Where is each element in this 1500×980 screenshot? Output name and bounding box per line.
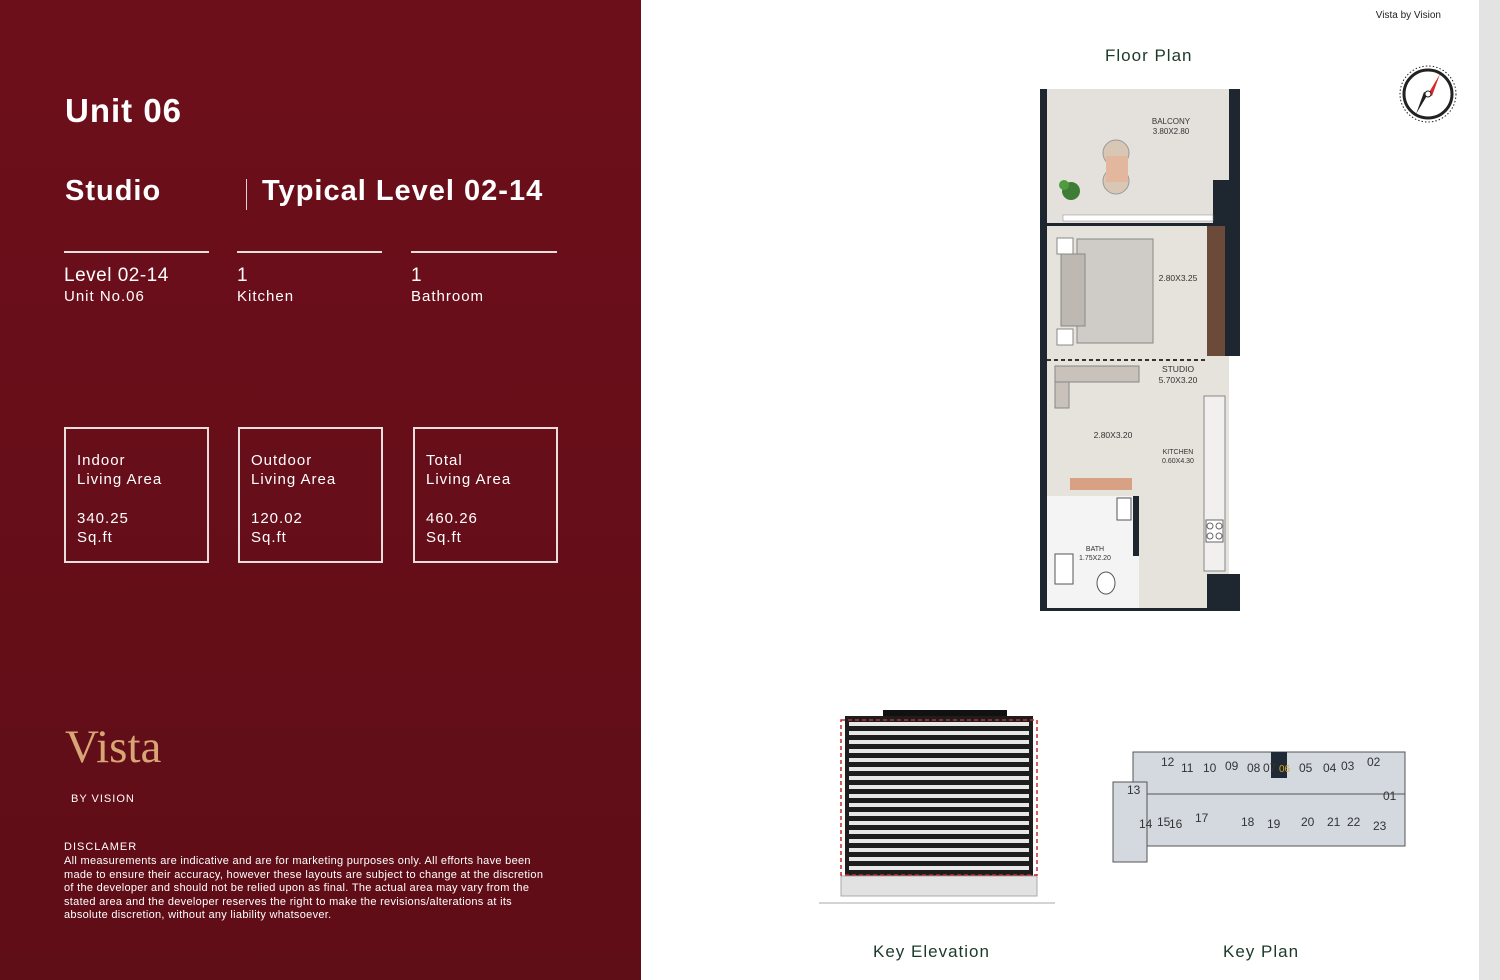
area-label: Living Area	[426, 471, 512, 488]
unit-number-10: 10	[1203, 761, 1217, 775]
unit-number-01: 01	[1383, 789, 1397, 803]
floor-band	[849, 767, 1029, 771]
compass-icon	[1396, 62, 1460, 126]
floor-band	[849, 830, 1029, 834]
unit-number-07: 07	[1263, 761, 1277, 775]
unit-number-13: 13	[1127, 783, 1141, 797]
unit-number-16: 16	[1169, 817, 1183, 831]
unit-number-09: 09	[1225, 759, 1239, 773]
bed	[1057, 238, 1153, 345]
unit-number-05: 05	[1299, 761, 1313, 775]
credit-text: Vista by Vision	[1375, 10, 1441, 21]
disclaimer-text: All measurements are indicative and are for marketing purposes only. All efforts have been made to ensure their accuracy, however these layouts are subject to change at the discretion of the developer and should not be relied upon as final. The actual area may vary from the stated area and the developer reserves the right to make the revisions/alterations at its absolute discretion, without any liability whatsoever.	[64, 855, 544, 922]
indoor-area-box	[64, 427, 209, 563]
area-unit: Sq.ft	[77, 529, 113, 546]
unit-number-18: 18	[1241, 815, 1255, 829]
floor-band	[849, 785, 1029, 789]
unit-number-14: 14	[1139, 817, 1153, 831]
brand-logo: Vista	[65, 721, 162, 773]
unit-number-17: 17	[1195, 811, 1209, 825]
unit-number-22: 22	[1347, 815, 1361, 829]
area-label: Living Area	[77, 471, 163, 488]
floor-band	[849, 794, 1029, 798]
unit-number-11: 11	[1181, 761, 1194, 775]
floor-band	[849, 866, 1029, 870]
stat-value: 1	[237, 265, 249, 286]
label-balcony: BALCONY	[1151, 117, 1191, 126]
floor-band	[849, 848, 1029, 852]
stat-bathroom	[411, 251, 557, 307]
key-plan-drawing	[1109, 748, 1409, 866]
disclaimer-heading: DISCLAMER	[64, 841, 138, 853]
unit-number-15: 15	[1157, 815, 1171, 829]
floor-band	[849, 803, 1029, 807]
unit-number-03: 03	[1341, 759, 1355, 773]
page-edge	[1479, 0, 1500, 980]
dining-table	[1103, 140, 1129, 194]
key-elevation-drawing	[819, 708, 1059, 908]
floor-band	[849, 857, 1029, 861]
unit-number-19: 19	[1267, 817, 1281, 831]
balcony-railing	[1063, 215, 1213, 221]
key-elevation-title: Key Elevation	[873, 942, 990, 961]
label-studio-dim: 5.70X3.20	[1158, 375, 1198, 385]
label-kitchen-dim: 0.60X4.30	[1162, 458, 1194, 465]
label-bath-dim: 1.75X2.20	[1079, 555, 1111, 562]
unit-number-02: 02	[1367, 755, 1381, 769]
floor-band	[849, 839, 1029, 843]
floor-plan-title: Floor Plan	[1105, 46, 1193, 65]
stat-level	[64, 251, 209, 307]
stat-label: Kitchen	[237, 288, 295, 305]
kitchen-counter	[1204, 396, 1225, 571]
unit-number-06: 06	[1279, 764, 1291, 775]
unit-number-04: 04	[1323, 761, 1337, 775]
unit-type: Studio	[65, 175, 162, 207]
area-value: 120.02	[251, 510, 303, 527]
floor-band	[849, 731, 1029, 735]
floor-band	[849, 812, 1029, 816]
floor-band	[849, 758, 1029, 762]
area-label: Indoor	[77, 452, 126, 469]
unit-number-23: 23	[1373, 819, 1387, 833]
area-unit: Sq.ft	[426, 529, 462, 546]
floor-band	[849, 821, 1029, 825]
area-value: 460.26	[426, 510, 478, 527]
title-divider	[246, 179, 247, 210]
key-plan-title: Key Plan	[1223, 942, 1300, 961]
stat-kitchen	[237, 251, 382, 307]
floor-band	[849, 749, 1029, 753]
label-bed-dim: 2.80X3.25	[1158, 273, 1198, 283]
plan-panel	[641, 0, 1479, 980]
stat-value: 1	[411, 265, 423, 286]
level-title: Typical Level 02-14	[262, 175, 544, 207]
stat-value: Level 02-14	[64, 265, 169, 286]
area-label: Total	[426, 452, 463, 469]
outdoor-area-box	[238, 427, 383, 563]
floor-band	[849, 740, 1029, 744]
stat-label: Bathroom	[411, 288, 485, 305]
unit-title: Unit 06	[65, 92, 183, 129]
brand-tagline: BY VISION	[71, 793, 135, 805]
floor-plan-drawing	[1037, 86, 1243, 614]
info-panel	[0, 0, 641, 980]
unit-number-21: 21	[1327, 815, 1341, 829]
floor-band	[849, 722, 1029, 726]
unit-number-20: 20	[1301, 815, 1315, 829]
label-balcony-dim: 3.80X2.80	[1152, 127, 1190, 136]
label-living-dim: 2.80X3.20	[1093, 430, 1133, 440]
unit-number-08: 08	[1247, 761, 1261, 775]
unit-number-12: 12	[1161, 755, 1175, 769]
area-unit: Sq.ft	[251, 529, 287, 546]
area-label: Living Area	[251, 471, 337, 488]
label-studio: STUDIO	[1161, 364, 1195, 374]
stat-label: Unit No.06	[64, 288, 145, 305]
tv-console	[1070, 478, 1132, 490]
total-area-box	[413, 427, 558, 563]
area-value: 340.25	[77, 510, 129, 527]
area-label: Outdoor	[251, 452, 313, 469]
label-bath: BATH	[1085, 546, 1105, 553]
floor-band	[849, 776, 1029, 780]
label-kitchen: KITCHEN	[1162, 449, 1194, 456]
